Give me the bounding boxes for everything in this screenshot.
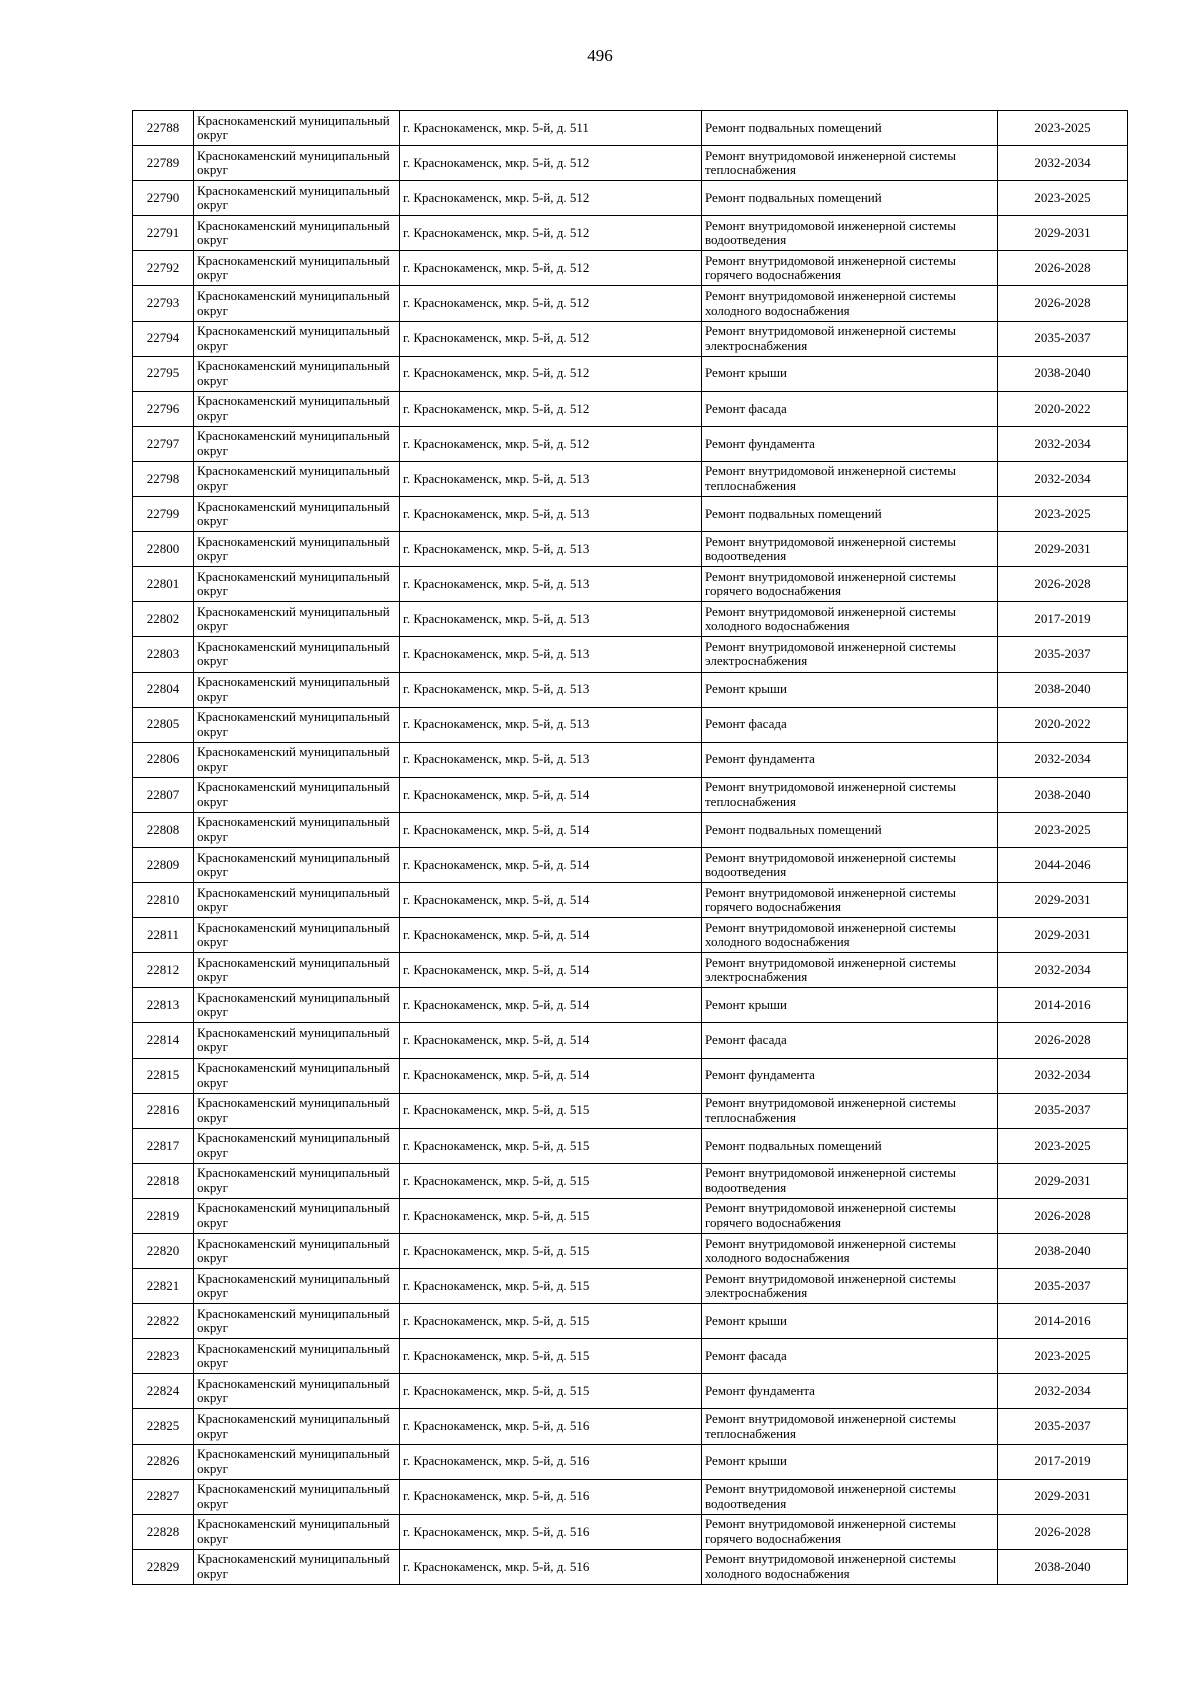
- row-number-cell: 22814: [133, 1023, 194, 1058]
- address-cell: г. Краснокаменск, мкр. 5-й, д. 515: [400, 1093, 702, 1128]
- work-type-cell: Ремонт фундамента: [702, 1058, 998, 1093]
- table-row: [133, 1269, 1128, 1304]
- address-cell: г. Краснокаменск, мкр. 5-й, д. 513: [400, 637, 702, 672]
- period-cell: 2035-2037: [998, 1409, 1128, 1444]
- table-row: [133, 742, 1128, 777]
- row-number-cell: 22818: [133, 1163, 194, 1198]
- row-number-cell: 22815: [133, 1058, 194, 1093]
- municipality-cell: Краснокаменский муниципальный округ: [194, 918, 400, 953]
- municipality-cell: Краснокаменский муниципальный округ: [194, 988, 400, 1023]
- municipality-cell: Краснокаменский муниципальный округ: [194, 181, 400, 216]
- table-row: [133, 321, 1128, 356]
- municipality-cell: Краснокаменский муниципальный округ: [194, 707, 400, 742]
- table-row: [133, 356, 1128, 391]
- repair-schedule-table: [132, 110, 1128, 1585]
- row-number-cell: 22797: [133, 426, 194, 461]
- municipality-cell: Краснокаменский муниципальный округ: [194, 1023, 400, 1058]
- address-cell: г. Краснокаменск, мкр. 5-й, д. 513: [400, 567, 702, 602]
- period-cell: 2017-2019: [998, 602, 1128, 637]
- period-cell: 2032-2034: [998, 742, 1128, 777]
- period-cell: 2035-2037: [998, 321, 1128, 356]
- address-cell: г. Краснокаменск, мкр. 5-й, д. 512: [400, 181, 702, 216]
- work-type-cell: Ремонт фундамента: [702, 426, 998, 461]
- work-type-cell: Ремонт внутридомовой инженерной системы горячего водоснабжения: [702, 1198, 998, 1233]
- table-row: [133, 1304, 1128, 1339]
- work-type-cell: Ремонт внутридомовой инженерной системы холодного водоснабжения: [702, 1234, 998, 1269]
- row-number-cell: 22801: [133, 567, 194, 602]
- work-type-cell: Ремонт внутридомовой инженерной системы теплоснабжения: [702, 1409, 998, 1444]
- period-cell: 2026-2028: [998, 286, 1128, 321]
- period-cell: 2026-2028: [998, 1514, 1128, 1549]
- work-type-cell: Ремонт внутридомовой инженерной системы электроснабжения: [702, 953, 998, 988]
- row-number-cell: 22828: [133, 1514, 194, 1549]
- work-type-cell: Ремонт крыши: [702, 1304, 998, 1339]
- address-cell: г. Краснокаменск, мкр. 5-й, д. 516: [400, 1409, 702, 1444]
- row-number-cell: 22789: [133, 146, 194, 181]
- row-number-cell: 22809: [133, 847, 194, 882]
- municipality-cell: Краснокаменский муниципальный округ: [194, 1479, 400, 1514]
- row-number-cell: 22799: [133, 497, 194, 532]
- table-row: [133, 1374, 1128, 1409]
- period-cell: 2020-2022: [998, 707, 1128, 742]
- period-cell: 2038-2040: [998, 1549, 1128, 1584]
- period-cell: 2029-2031: [998, 883, 1128, 918]
- address-cell: г. Краснокаменск, мкр. 5-й, д. 514: [400, 1023, 702, 1058]
- address-cell: г. Краснокаменск, мкр. 5-й, д. 512: [400, 216, 702, 251]
- work-type-cell: Ремонт внутридомовой инженерной системы горячего водоснабжения: [702, 251, 998, 286]
- row-number-cell: 22793: [133, 286, 194, 321]
- address-cell: г. Краснокаменск, мкр. 5-й, д. 514: [400, 812, 702, 847]
- municipality-cell: Краснокаменский муниципальный округ: [194, 847, 400, 882]
- address-cell: г. Краснокаменск, мкр. 5-й, д. 512: [400, 321, 702, 356]
- work-type-cell: Ремонт внутридомовой инженерной системы теплоснабжения: [702, 461, 998, 496]
- period-cell: 2035-2037: [998, 1269, 1128, 1304]
- municipality-cell: Краснокаменский муниципальный округ: [194, 286, 400, 321]
- table-row: [133, 637, 1128, 672]
- work-type-cell: Ремонт внутридомовой инженерной системы водоотведения: [702, 532, 998, 567]
- address-cell: г. Краснокаменск, мкр. 5-й, д. 514: [400, 953, 702, 988]
- period-cell: 2032-2034: [998, 953, 1128, 988]
- municipality-cell: Краснокаменский муниципальный округ: [194, 146, 400, 181]
- address-cell: г. Краснокаменск, мкр. 5-й, д. 515: [400, 1339, 702, 1374]
- period-cell: 2038-2040: [998, 672, 1128, 707]
- table-row: [133, 1514, 1128, 1549]
- address-cell: г. Краснокаменск, мкр. 5-й, д. 516: [400, 1514, 702, 1549]
- row-number-cell: 22812: [133, 953, 194, 988]
- address-cell: г. Краснокаменск, мкр. 5-й, д. 512: [400, 146, 702, 181]
- work-type-cell: Ремонт внутридомовой инженерной системы электроснабжения: [702, 321, 998, 356]
- municipality-cell: Краснокаменский муниципальный округ: [194, 1339, 400, 1374]
- work-type-cell: Ремонт подвальных помещений: [702, 497, 998, 532]
- municipality-cell: Краснокаменский муниципальный округ: [194, 1058, 400, 1093]
- row-number-cell: 22802: [133, 602, 194, 637]
- municipality-cell: Краснокаменский муниципальный округ: [194, 777, 400, 812]
- municipality-cell: Краснокаменский муниципальный округ: [194, 356, 400, 391]
- row-number-cell: 22824: [133, 1374, 194, 1409]
- municipality-cell: Краснокаменский муниципальный округ: [194, 812, 400, 847]
- municipality-cell: Краснокаменский муниципальный округ: [194, 567, 400, 602]
- row-number-cell: 22813: [133, 988, 194, 1023]
- address-cell: г. Краснокаменск, мкр. 5-й, д. 516: [400, 1444, 702, 1479]
- work-type-cell: Ремонт крыши: [702, 1444, 998, 1479]
- address-cell: г. Краснокаменск, мкр. 5-й, д. 515: [400, 1163, 702, 1198]
- table-row: [133, 1128, 1128, 1163]
- address-cell: г. Краснокаменск, мкр. 5-й, д. 513: [400, 461, 702, 496]
- work-type-cell: Ремонт фасада: [702, 1023, 998, 1058]
- row-number-cell: 22823: [133, 1339, 194, 1374]
- municipality-cell: Краснокаменский муниципальный округ: [194, 1234, 400, 1269]
- table-row: [133, 532, 1128, 567]
- work-type-cell: Ремонт внутридомовой инженерной системы водоотведения: [702, 216, 998, 251]
- table-row: [133, 777, 1128, 812]
- table-row: [133, 707, 1128, 742]
- row-number-cell: 22803: [133, 637, 194, 672]
- municipality-cell: Краснокаменский муниципальный округ: [194, 251, 400, 286]
- address-cell: г. Краснокаменск, мкр. 5-й, д. 516: [400, 1549, 702, 1584]
- period-cell: 2023-2025: [998, 111, 1128, 146]
- work-type-cell: Ремонт фасада: [702, 1339, 998, 1374]
- work-type-cell: Ремонт внутридомовой инженерной системы холодного водоснабжения: [702, 286, 998, 321]
- work-type-cell: Ремонт фундамента: [702, 1374, 998, 1409]
- table-row: [133, 1409, 1128, 1444]
- municipality-cell: Краснокаменский муниципальный округ: [194, 1163, 400, 1198]
- table-row: [133, 391, 1128, 426]
- period-cell: 2017-2019: [998, 1444, 1128, 1479]
- address-cell: г. Краснокаменск, мкр. 5-й, д. 512: [400, 391, 702, 426]
- period-cell: 2032-2034: [998, 1374, 1128, 1409]
- address-cell: г. Краснокаменск, мкр. 5-й, д. 512: [400, 251, 702, 286]
- municipality-cell: Краснокаменский муниципальный округ: [194, 1549, 400, 1584]
- work-type-cell: Ремонт подвальных помещений: [702, 1128, 998, 1163]
- work-type-cell: Ремонт внутридомовой инженерной системы теплоснабжения: [702, 146, 998, 181]
- row-number-cell: 22792: [133, 251, 194, 286]
- municipality-cell: Краснокаменский муниципальный округ: [194, 1093, 400, 1128]
- address-cell: г. Краснокаменск, мкр. 5-й, д. 514: [400, 847, 702, 882]
- work-type-cell: Ремонт внутридомовой инженерной системы электроснабжения: [702, 637, 998, 672]
- table-row: [133, 286, 1128, 321]
- period-cell: 2023-2025: [998, 812, 1128, 847]
- row-number-cell: 22811: [133, 918, 194, 953]
- table-row: [133, 602, 1128, 637]
- table-body: [133, 111, 1128, 1585]
- work-type-cell: Ремонт крыши: [702, 988, 998, 1023]
- municipality-cell: Краснокаменский муниципальный округ: [194, 637, 400, 672]
- address-cell: г. Краснокаменск, мкр. 5-й, д. 516: [400, 1479, 702, 1514]
- work-type-cell: Ремонт внутридомовой инженерной системы холодного водоснабжения: [702, 1549, 998, 1584]
- table-row: [133, 1444, 1128, 1479]
- address-cell: г. Краснокаменск, мкр. 5-й, д. 515: [400, 1269, 702, 1304]
- table-row: [133, 181, 1128, 216]
- address-cell: г. Краснокаменск, мкр. 5-й, д. 514: [400, 918, 702, 953]
- row-number-cell: 22816: [133, 1093, 194, 1128]
- work-type-cell: Ремонт крыши: [702, 672, 998, 707]
- period-cell: 2026-2028: [998, 1023, 1128, 1058]
- municipality-cell: Краснокаменский муниципальный округ: [194, 953, 400, 988]
- municipality-cell: Краснокаменский муниципальный округ: [194, 672, 400, 707]
- municipality-cell: Краснокаменский муниципальный округ: [194, 1444, 400, 1479]
- row-number-cell: 22790: [133, 181, 194, 216]
- work-type-cell: Ремонт внутридомовой инженерной системы водоотведения: [702, 1479, 998, 1514]
- period-cell: 2026-2028: [998, 567, 1128, 602]
- municipality-cell: Краснокаменский муниципальный округ: [194, 497, 400, 532]
- address-cell: г. Краснокаменск, мкр. 5-й, д. 514: [400, 777, 702, 812]
- work-type-cell: Ремонт внутридомовой инженерной системы горячего водоснабжения: [702, 567, 998, 602]
- address-cell: г. Краснокаменск, мкр. 5-й, д. 511: [400, 111, 702, 146]
- row-number-cell: 22798: [133, 461, 194, 496]
- table-row: [133, 883, 1128, 918]
- municipality-cell: Краснокаменский муниципальный округ: [194, 426, 400, 461]
- address-cell: г. Краснокаменск, мкр. 5-й, д. 513: [400, 602, 702, 637]
- municipality-cell: Краснокаменский муниципальный округ: [194, 602, 400, 637]
- period-cell: 2023-2025: [998, 181, 1128, 216]
- municipality-cell: Краснокаменский муниципальный округ: [194, 1304, 400, 1339]
- period-cell: 2029-2031: [998, 532, 1128, 567]
- table-row: [133, 1234, 1128, 1269]
- address-cell: г. Краснокаменск, мкр. 5-й, д. 515: [400, 1128, 702, 1163]
- address-cell: г. Краснокаменск, мкр. 5-й, д. 512: [400, 426, 702, 461]
- period-cell: 2023-2025: [998, 1339, 1128, 1374]
- municipality-cell: Краснокаменский муниципальный округ: [194, 321, 400, 356]
- period-cell: 2035-2037: [998, 637, 1128, 672]
- address-cell: г. Краснокаменск, мкр. 5-й, д. 512: [400, 356, 702, 391]
- row-number-cell: 22817: [133, 1128, 194, 1163]
- address-cell: г. Краснокаменск, мкр. 5-й, д. 514: [400, 883, 702, 918]
- municipality-cell: Краснокаменский муниципальный округ: [194, 391, 400, 426]
- page-number: 496: [587, 46, 613, 65]
- row-number-cell: 22829: [133, 1549, 194, 1584]
- municipality-cell: Краснокаменский муниципальный округ: [194, 742, 400, 777]
- period-cell: 2032-2034: [998, 426, 1128, 461]
- period-cell: 2029-2031: [998, 918, 1128, 953]
- row-number-cell: 22808: [133, 812, 194, 847]
- row-number-cell: 22800: [133, 532, 194, 567]
- period-cell: 2026-2028: [998, 1198, 1128, 1233]
- table-row: [133, 847, 1128, 882]
- row-number-cell: 22791: [133, 216, 194, 251]
- period-cell: 2020-2022: [998, 391, 1128, 426]
- table-row: [133, 1023, 1128, 1058]
- period-cell: 2032-2034: [998, 461, 1128, 496]
- municipality-cell: Краснокаменский муниципальный округ: [194, 1198, 400, 1233]
- period-cell: 2026-2028: [998, 251, 1128, 286]
- work-type-cell: Ремонт внутридомовой инженерной системы холодного водоснабжения: [702, 918, 998, 953]
- work-type-cell: Ремонт внутридомовой инженерной системы горячего водоснабжения: [702, 883, 998, 918]
- row-number-cell: 22827: [133, 1479, 194, 1514]
- work-type-cell: Ремонт фасада: [702, 707, 998, 742]
- municipality-cell: Краснокаменский муниципальный округ: [194, 1514, 400, 1549]
- municipality-cell: Краснокаменский муниципальный округ: [194, 1269, 400, 1304]
- municipality-cell: Краснокаменский муниципальный округ: [194, 1409, 400, 1444]
- row-number-cell: 22821: [133, 1269, 194, 1304]
- period-cell: 2029-2031: [998, 1479, 1128, 1514]
- municipality-cell: Краснокаменский муниципальный округ: [194, 1128, 400, 1163]
- row-number-cell: 22795: [133, 356, 194, 391]
- work-type-cell: Ремонт подвальных помещений: [702, 181, 998, 216]
- table-row: [133, 567, 1128, 602]
- work-type-cell: Ремонт внутридомовой инженерной системы горячего водоснабжения: [702, 1514, 998, 1549]
- work-type-cell: Ремонт внутридомовой инженерной системы теплоснабжения: [702, 1093, 998, 1128]
- address-cell: г. Краснокаменск, мкр. 5-й, д. 513: [400, 532, 702, 567]
- table-row: [133, 812, 1128, 847]
- period-cell: 2029-2031: [998, 216, 1128, 251]
- table-row: [133, 1549, 1128, 1584]
- row-number-cell: 22805: [133, 707, 194, 742]
- municipality-cell: Краснокаменский муниципальный округ: [194, 461, 400, 496]
- row-number-cell: 22804: [133, 672, 194, 707]
- table-row: [133, 1163, 1128, 1198]
- work-type-cell: Ремонт внутридомовой инженерной системы водоотведения: [702, 847, 998, 882]
- row-number-cell: 22806: [133, 742, 194, 777]
- period-cell: 2014-2016: [998, 988, 1128, 1023]
- municipality-cell: Краснокаменский муниципальный округ: [194, 1374, 400, 1409]
- address-cell: г. Краснокаменск, мкр. 5-й, д. 513: [400, 672, 702, 707]
- row-number-cell: 22820: [133, 1234, 194, 1269]
- address-cell: г. Краснокаменск, мкр. 5-й, д. 513: [400, 742, 702, 777]
- row-number-cell: 22788: [133, 111, 194, 146]
- row-number-cell: 22794: [133, 321, 194, 356]
- table-row: [133, 988, 1128, 1023]
- table-row: [133, 1093, 1128, 1128]
- address-cell: г. Краснокаменск, мкр. 5-й, д. 515: [400, 1374, 702, 1409]
- row-number-cell: 22825: [133, 1409, 194, 1444]
- address-cell: г. Краснокаменск, мкр. 5-й, д. 515: [400, 1198, 702, 1233]
- table-row: [133, 251, 1128, 286]
- period-cell: 2035-2037: [998, 1093, 1128, 1128]
- table-row: [133, 672, 1128, 707]
- work-type-cell: Ремонт фундамента: [702, 742, 998, 777]
- municipality-cell: Краснокаменский муниципальный округ: [194, 532, 400, 567]
- period-cell: 2023-2025: [998, 1128, 1128, 1163]
- municipality-cell: Краснокаменский муниципальный округ: [194, 216, 400, 251]
- table-row: [133, 216, 1128, 251]
- row-number-cell: 22826: [133, 1444, 194, 1479]
- row-number-cell: 22819: [133, 1198, 194, 1233]
- table-row: [133, 1339, 1128, 1374]
- table-row: [133, 1058, 1128, 1093]
- table-row: [133, 111, 1128, 146]
- period-cell: 2023-2025: [998, 497, 1128, 532]
- period-cell: 2014-2016: [998, 1304, 1128, 1339]
- period-cell: 2032-2034: [998, 1058, 1128, 1093]
- row-number-cell: 22822: [133, 1304, 194, 1339]
- work-type-cell: Ремонт внутридомовой инженерной системы холодного водоснабжения: [702, 602, 998, 637]
- municipality-cell: Краснокаменский муниципальный округ: [194, 883, 400, 918]
- address-cell: г. Краснокаменск, мкр. 5-й, д. 514: [400, 988, 702, 1023]
- table-row: [133, 146, 1128, 181]
- period-cell: 2029-2031: [998, 1163, 1128, 1198]
- work-type-cell: Ремонт подвальных помещений: [702, 111, 998, 146]
- work-type-cell: Ремонт внутридомовой инженерной системы теплоснабжения: [702, 777, 998, 812]
- work-type-cell: Ремонт подвальных помещений: [702, 812, 998, 847]
- work-type-cell: Ремонт крыши: [702, 356, 998, 391]
- row-number-cell: 22807: [133, 777, 194, 812]
- table-row: [133, 1479, 1128, 1514]
- period-cell: 2044-2046: [998, 847, 1128, 882]
- table-row: [133, 461, 1128, 496]
- table-row: [133, 1198, 1128, 1233]
- address-cell: г. Краснокаменск, мкр. 5-й, д. 513: [400, 497, 702, 532]
- period-cell: 2038-2040: [998, 356, 1128, 391]
- municipality-cell: Краснокаменский муниципальный округ: [194, 111, 400, 146]
- address-cell: г. Краснокаменск, мкр. 5-й, д. 512: [400, 286, 702, 321]
- table-row: [133, 918, 1128, 953]
- address-cell: г. Краснокаменск, мкр. 5-й, д. 514: [400, 1058, 702, 1093]
- row-number-cell: 22796: [133, 391, 194, 426]
- work-type-cell: Ремонт внутридомовой инженерной системы водоотведения: [702, 1163, 998, 1198]
- table-row: [133, 953, 1128, 988]
- address-cell: г. Краснокаменск, мкр. 5-й, д. 515: [400, 1234, 702, 1269]
- work-type-cell: Ремонт фасада: [702, 391, 998, 426]
- row-number-cell: 22810: [133, 883, 194, 918]
- period-cell: 2032-2034: [998, 146, 1128, 181]
- address-cell: г. Краснокаменск, мкр. 5-й, д. 513: [400, 707, 702, 742]
- period-cell: 2038-2040: [998, 1234, 1128, 1269]
- address-cell: г. Краснокаменск, мкр. 5-й, д. 515: [400, 1304, 702, 1339]
- period-cell: 2038-2040: [998, 777, 1128, 812]
- work-type-cell: Ремонт внутридомовой инженерной системы электроснабжения: [702, 1269, 998, 1304]
- table-row: [133, 426, 1128, 461]
- table-row: [133, 497, 1128, 532]
